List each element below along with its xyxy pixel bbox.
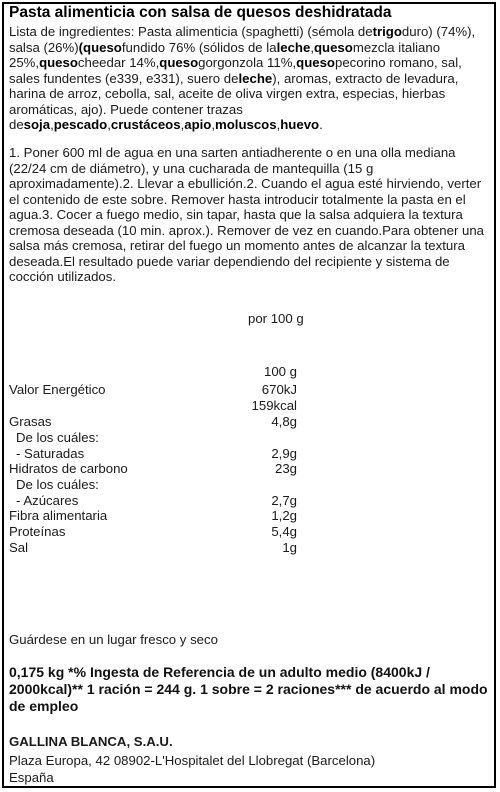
allergen-text: queso — [313, 39, 353, 55]
storage-note: Guárdese en un lugar fresco y seco — [9, 632, 218, 647]
ingredient-text: , — [211, 117, 216, 132]
portion-title: por 100 g — [248, 311, 304, 326]
ingredients-list — [9, 24, 493, 133]
ingredient-text: fundido 76% (sólidos de la — [121, 39, 277, 55]
ingredient-text: , — [180, 117, 185, 132]
ingredient-text: , — [310, 39, 314, 55]
ingredient-text: mezcla italiano 25%, — [9, 39, 441, 70]
company-address: Plaza Europa, 42 08902-L'Hospitalet del Llobregat (Barcelona) — [9, 753, 376, 768]
nutrient-label: De los cuáles: — [16, 430, 99, 445]
product-title: Pasta alimenticia con salsa de quesos deshidratada — [9, 4, 392, 21]
ingredient-text: gorgonzola 11%, — [198, 55, 297, 70]
allergen-text: leche — [238, 70, 273, 86]
ingredient-text: , — [50, 117, 54, 132]
ingredient-text: cheedar 14%, — [77, 55, 160, 70]
nutrient-label: Proteínas — [9, 524, 66, 539]
nutrient-label: Valor Energético — [9, 382, 106, 397]
nutrient-value: 4,8g — [271, 414, 297, 429]
allergen-text: queso — [39, 55, 78, 70]
allergen-text: queso — [296, 55, 335, 70]
allergen-text: trigo — [372, 24, 402, 39]
nutrient-label: Fibra alimentaria — [9, 508, 108, 523]
allergen-text: (queso — [78, 39, 122, 55]
ingredient-text: pecorino romano, sal, sales fundentes (e339, e331), suero de — [9, 55, 462, 86]
nutrient-value: 2,9g — [271, 446, 297, 461]
allergen-text: soja — [23, 117, 51, 132]
nutrient-label: - Azúcares — [16, 493, 79, 508]
ingredient-text: duro) (74%), salsa (26%) — [9, 24, 476, 55]
ingredient-text: Lista de ingredientes: Pasta alimenticia (spaghetti) (sémola de — [9, 24, 373, 39]
nutrient-value: 1,2g — [271, 508, 297, 523]
allergen-text: queso — [159, 55, 199, 70]
nutrient-value: 159kcal — [251, 398, 297, 413]
preparation-instructions: 1. Poner 600 ml de agua en una sarten antiadherente o en una olla mediana (22/24 cm de diámetro), y una cucharada de mantequilla (15 g aproximadamente).2. Llevar a ebullición.2. Cuando el agua esté hirviendo, verter el contenido de este sobre. Remover hasta introducir totalmente la pasta en el agua.3. Cocer a fuego medio, sin tapar, hasta que la salsa adquiera la textura cremosa deseada (10 min. aprox.). Remover de vez en cuando.Para obtener una salsa más cremosa, retirar del fuego un momento antes de alcanzar la textura deseada.El resultado puede variar dependiendo del recipiente y sistema de cocción utilizados. — [9, 145, 485, 284]
ingredient-text: . — [319, 117, 323, 132]
allergen-text: leche — [276, 39, 311, 55]
nutrient-label: De los cuáles: — [16, 477, 99, 492]
company-country: España — [9, 770, 54, 785]
nutrient-label: Sal — [9, 540, 29, 555]
allergen-text: pescado — [53, 117, 108, 132]
nutrient-label: Grasas — [9, 414, 52, 429]
allergen-text: huevo — [280, 117, 320, 132]
nutrient-label: Hidratos de carbono — [9, 461, 128, 476]
nutrient-value: 1g — [282, 540, 297, 555]
nutrient-value: 23g — [274, 461, 297, 476]
ingredient-text: , — [107, 117, 111, 132]
nutrient-label: - Saturadas — [16, 446, 85, 461]
reference-footnote: 0,175 kg *% Ingesta de Referencia de un adulto medio (8400kJ / 2000kcal)** 1 ración = 244 g. 1 sobre = 2 raciones*** de acuerdo al modo de empleo — [9, 664, 488, 714]
nutrition-header: 100 g — [263, 364, 297, 379]
allergen-text: moluscos — [215, 117, 277, 132]
nutrient-value: 2,7g — [271, 493, 297, 508]
ingredient-text: , — [276, 117, 281, 132]
company-name: GALLINA BLANCA, S.A.U. — [9, 734, 173, 749]
allergen-text: apio — [184, 117, 212, 132]
nutrient-value: 670kJ — [261, 382, 297, 397]
nutrient-value: 5,4g — [271, 524, 297, 539]
ingredient-text: ), aromas, extracto de levadura, harina de arroz, cebolla, sal, aceite de oliva virgen extra, especias, hierbas aromáticas, ajo). Puede contener trazas de — [9, 70, 459, 132]
allergen-text: crustáceos — [110, 117, 181, 132]
